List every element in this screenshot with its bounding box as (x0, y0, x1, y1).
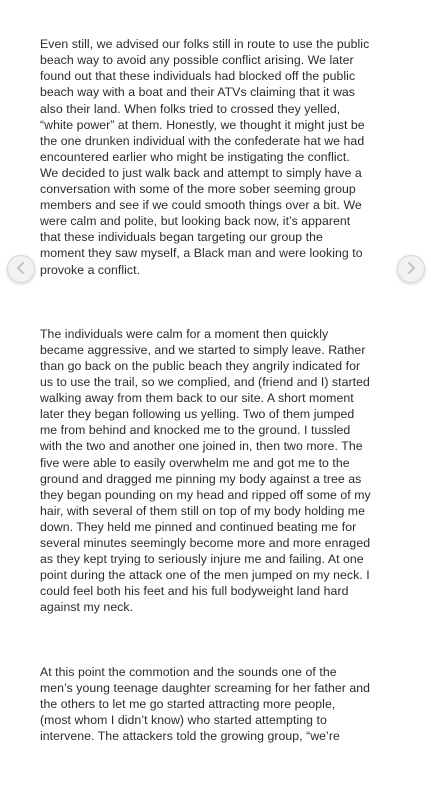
post-image (24, 0, 407, 744)
post-paragraph-2: The individuals were calm for a moment then quickly became aggressive, and we started to simply leave. Rather than go back on the public beach they angrily indicated for us to use the trail, so we complied, and (friend and I) started walking away from them back to our site. A short moment later they began following us yelling. Two of them jumped me from behind and knocked me to the ground. I tussled with the two and another one joined in, then two more. The five were able to easily overwhelm me and got me to the ground and dragged me pinning my body against a tree as they began pounding on my head and ripped off some of my hair, with several of them still on top of my body holding me down. They held me pinned and continued beating me for several minutes seemingly become more and more enraged as they kept trying to seriously injure me and failing. At one point during the attack one of the men jumped on my neck. I could feel both his feet and his full bodyweight land hard against my neck. (40, 326, 371, 615)
post-paragraph-3: At this point the commotion and the sounds one of the men’s young teenage daughter screaming for her father and the others to let me go started attracting more people, (most whom I didn’t know) who started attempting to intervene. The attackers told the growing group, “we’re (40, 664, 371, 744)
next-slide-button[interactable] (397, 255, 425, 283)
post-paragraph-1: Even still, we advised our folks still in route to use the public beach way to avoid any possible conflict arising. We later found out that these individuals had blocked off the public beach way with a boat and their ATVs claiming that it was also their land. When folks tried to crossed they yelled, “white power” at them. Honestly, we thought it might just be the one drunken individual with the confederate hat we had encountered earlier who might be instigating the conflict. We decided to just walk back and attempt to simply have a conversation with some of the more sober seeming group members and see if we could smooth things over a bit. We were calm and polite, but looking back now, it’s apparent that these individuals began targeting our group the moment they saw myself, a Black man and were looking to provoke a conflict. (40, 37, 370, 277)
previous-slide-button[interactable] (7, 255, 35, 283)
chevron-right-icon (405, 261, 417, 278)
chevron-left-icon (15, 261, 27, 278)
post-text (40, 4, 396, 792)
